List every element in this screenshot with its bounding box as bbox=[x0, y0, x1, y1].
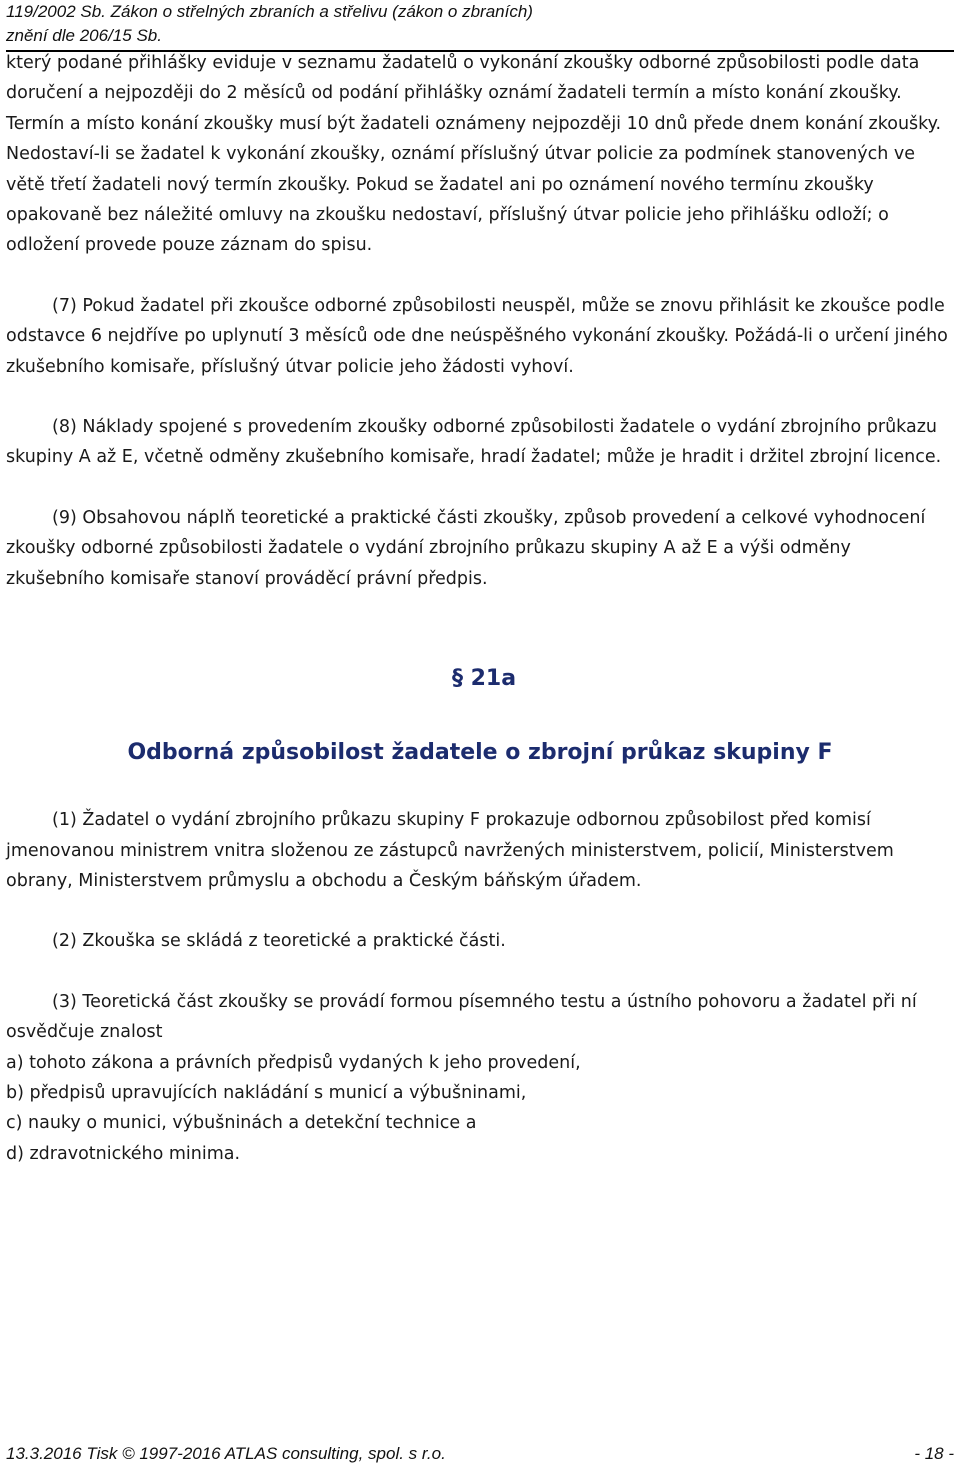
footer-copyright: 13.3.2016 Tisk © 1997-2016 ATLAS consulting, spol. s r.o. bbox=[6, 1444, 446, 1463]
section-paragraph-3: (3) Teoretická část zkoušky se provádí formou písemného testu a ústního pohovoru a žadatel při ní osvědčuje znalost bbox=[6, 991, 917, 1043]
paragraph-continuation: který podané přihlášky eviduje v seznamu žadatelů o vykonání zkoušky odborné způsobilosti podle data doručení a nejpozději do 2 měsíců od podání přihlášky oznámí žadateli termín a místo konání zkoušky. Termín a místo konání zkoušky musí být žadateli oznámeny nejpozději 10 dnů přede dnem konání zkoušky. Nedostaví-li se žadatel k vykonání zkoušky, oznámí příslušný útvar policie za podmínek stanovených ve větě třetí žadateli nový termín zkoušky. Pokud se žadatel ani po oznámení nového termínu zkoušky opakovaně bez náležité omluvy na zkoušku nedostaví, příslušný útvar policie jeho přihlášku odloží; o odložení provede pouze záznam do spisu. bbox=[6, 53, 942, 256]
list-item: d) zdravotnického minima. bbox=[6, 1143, 241, 1164]
section-title: Odborná způsobilost žadatele o zbrojní průkaz skupiny F bbox=[127, 740, 833, 766]
page-header bbox=[6, 0, 954, 52]
list-item: a) tohoto zákona a právních předpisů vydaných k jeho provedení, bbox=[6, 1052, 581, 1073]
document-body bbox=[6, 48, 954, 1169]
section-paragraph-2: (2) Zkouška se skládá z teoretické a praktické části. bbox=[52, 931, 506, 952]
requirement-list bbox=[6, 1048, 954, 1170]
section-paragraph-1: (1) Žadatel o vydání zbrojního průkazu skupiny F prokazuje odbornou způsobilost před komisí jmenovanou ministrem vnitra složenou ze zástupců navržených ministerstvem, policií, Ministerstvem obrany, Ministerstvem průmyslu a obchodu a Českým báňským úřadem. bbox=[6, 810, 894, 891]
page-number: - 18 - bbox=[914, 1444, 954, 1463]
paragraph-9: (9) Obsahovou náplň teoretické a praktické části zkoušky, způsob provedení a celkové vyhodnocení zkoušky odborné způsobilosti žadatele o vydání zbrojního průkazu skupiny A až E a výši odměny zkušebního komisaře stanoví prováděcí právní předpis. bbox=[6, 507, 926, 589]
document-title: 119/2002 Sb. Zákon o střelných zbraních a střelivu (zákon o zbraních) bbox=[6, 2, 533, 21]
list-item: c) nauky o munici, výbušninách a detekční technice a bbox=[6, 1113, 477, 1134]
list-item: b) předpisů upravujících nakládání s municí a výbušninami, bbox=[6, 1082, 527, 1103]
paragraph-8: (8) Náklady spojené s provedením zkoušky odborné způsobilosti žadatele o vydání zbrojního průkazu skupiny A až E, včetně odměny zkušebního komisaře, hradí žadatel; může je hradit i držitel zbrojní licence. bbox=[6, 417, 942, 468]
section-number: § 21a bbox=[451, 666, 517, 692]
document-version: znění dle 206/15 Sb. bbox=[6, 26, 162, 45]
paragraph-7: (7) Pokud žadatel při zkoušce odborné způsobilosti neuspěl, může se znovu přihlásit ke zkoušce podle odstavce 6 nejdříve po uplynutí 3 měsíců ode dne neúspěšného vykonání zkoušky. Požádá-li o určení jiného zkušebního komisaře, příslušný útvar policie jeho žádosti vyhoví. bbox=[6, 295, 948, 377]
